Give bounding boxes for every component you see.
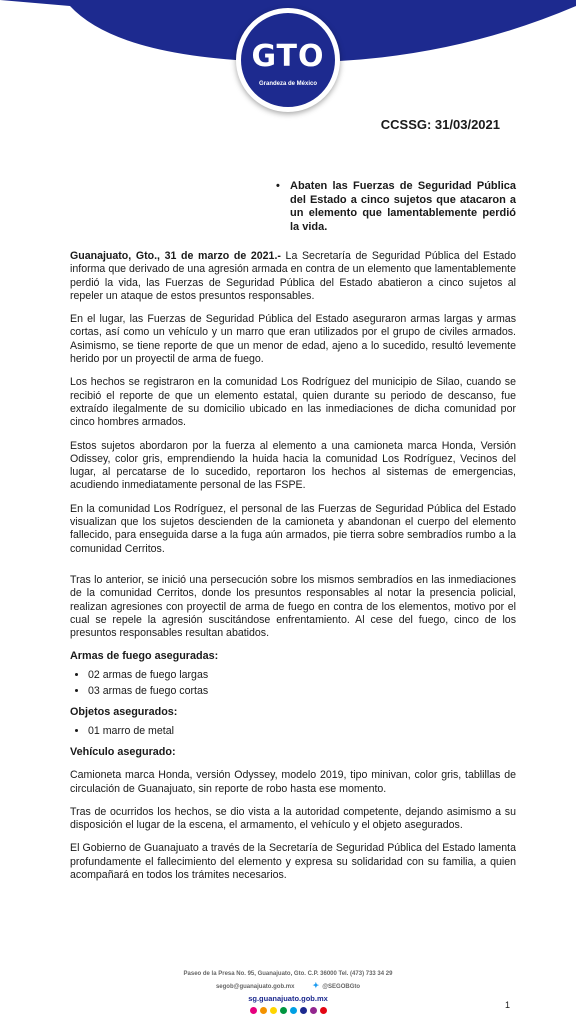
paragraph-8: Tras de ocurridos los hechos, se dio vista a la autoridad competente, dejando asimismo a su disposición el lugar de la escena, el armamento, el vehículo y el objeto asegurados. [70,805,516,832]
brand-dot [250,1007,257,1014]
brand-dot [260,1007,267,1014]
brand-dot [310,1007,317,1014]
paragraph-3: Los hechos se registraron en la comunidad Los Rodríguez del municipio de Silao, cuando se recibió el reporte de que un elemento estatal, quien durante su periodo de descanso, fue extraído ilegalmente de su domicilio ubicado en las inmediaciones de dicha comunidad por cinco hombres armados. [70,376,516,429]
footer [0,968,576,1014]
logo-subtitle: Grandeza de México [258,81,318,87]
weapons-heading: Armas de fuego aseguradas: [70,650,219,663]
vehicle-heading: Vehículo asegurado: [70,745,176,758]
list-item: • 01 marro de metal [88,725,516,738]
footer-email[interactable]: segob@guanajuato.gob.mx [215,983,295,990]
bullet-icon: • [276,180,280,192]
page-number: 1 [505,1000,511,1010]
paragraph-1 [70,250,516,303]
paragraph-4: Estos sujetos abordaron por la fuerza al elemento a una camioneta marca Honda, Versión Odissey, color gris, emprendiendo la huida hacia la comunidad Los Rodríguez, Vecinos del lugar, al percatarse de lo sucedido, reportaron los hechos al sistemas de emergencias, acudiendo inmediatamente personal de las FSPE. [70,439,516,492]
document-body [70,250,516,892]
list-item: • 02 armas de fuego largas [88,669,516,682]
paragraph-6: Tras lo anterior, se inició una persecución sobre los mismos sembradíos en las inmediaciones de la comunidad Cerritos, donde los presuntos responsables al notar la presencia policial, realizan agresiones con proyectil de arma de fuego en contra de los elementos, motivo por el cual se repele la agresión suscitándose enfrentamiento. Al cese del fuego, cinco de los presuntos responsables resultan abatidos. [70,573,516,640]
document-code: CCSSG: 31/03/2021 [380,117,500,132]
footer-website[interactable]: sg.guanajuato.gob.mx [248,994,328,1003]
objects-list [70,725,516,738]
paragraph-5: En la comunidad Los Rodríguez, el personal de las Fuerzas de Seguridad Pública del Estado visualizan que los sujetos descienden de la camioneta y abandonan el cuerpo del elemento fallecido, para enseguida darse a la fuga aún armados, pie tierra sobre sembradíos rumbo a la comunidad Cerritos. [70,502,516,555]
paragraph-7: Camioneta marca Honda, versión Odyssey, modelo 2019, tipo minivan, color gris, tablillas de circulación de Guanajuato, sin reporte de robo hasta ese momento. [70,769,516,795]
headline-text: Abaten las Fuerzas de Seguridad Pública del Estado a cinco sujetos que atacaron a un elemento que lamentablemente perdió la vida. [290,180,516,233]
brand-dot [300,1007,307,1014]
dateline: Guanajuato, Gto., 31 de marzo de 2021.- [70,250,281,262]
brand-dot [280,1007,287,1014]
footer-address: Paseo de la Presa No. 95, Guanajuato, Gto. C.P. 36000 Tel. (473) 733 34 29 [183,971,393,977]
paragraph-2: En el lugar, las Fuerzas de Seguridad Pública del Estado aseguraron armas largas y armas cortas, así como un vehículo y un marro que eran utilizados por el grupo de civiles armados. Asimismo, se tiene reporte de que un menor de edad, ajeno a lo sucedido, resultó levemente herido por un proyectil de arma de fuego. [70,313,516,366]
brand-dots [0,1007,576,1014]
list-item: • 03 armas de fuego cortas [88,685,516,698]
logo-text: GTO [251,39,325,74]
brand-dot [320,1007,327,1014]
footer-twitter[interactable]: @SEGOBGto [322,984,361,990]
weapons-list [70,669,516,699]
brand-dot [270,1007,277,1014]
headline [276,180,516,234]
brand-dot [290,1007,297,1014]
gto-logo [236,8,340,112]
objects-heading: Objetos asegurados: [70,706,178,719]
paragraph-1-text: La Secretaría de Seguridad Pública del Estado informa que derivado de una agresión armada en contra de un elemento que lamentablemente perdió la vida, las Fuerzas de Seguridad Pública del Estado abatieron a cinco sujetos al repeler un ataque de estos presuntos responsables. [70,250,516,302]
twitter-icon: ✦ [312,981,320,990]
paragraph-9: El Gobierno de Guanajuato a través de la Secretaría de Seguridad Pública del Estado lamenta profundamente el fallecimiento del elemento y expresa su solidaridad con su familia, a quien acompañará en todos los trámites necesarios. [70,842,516,881]
